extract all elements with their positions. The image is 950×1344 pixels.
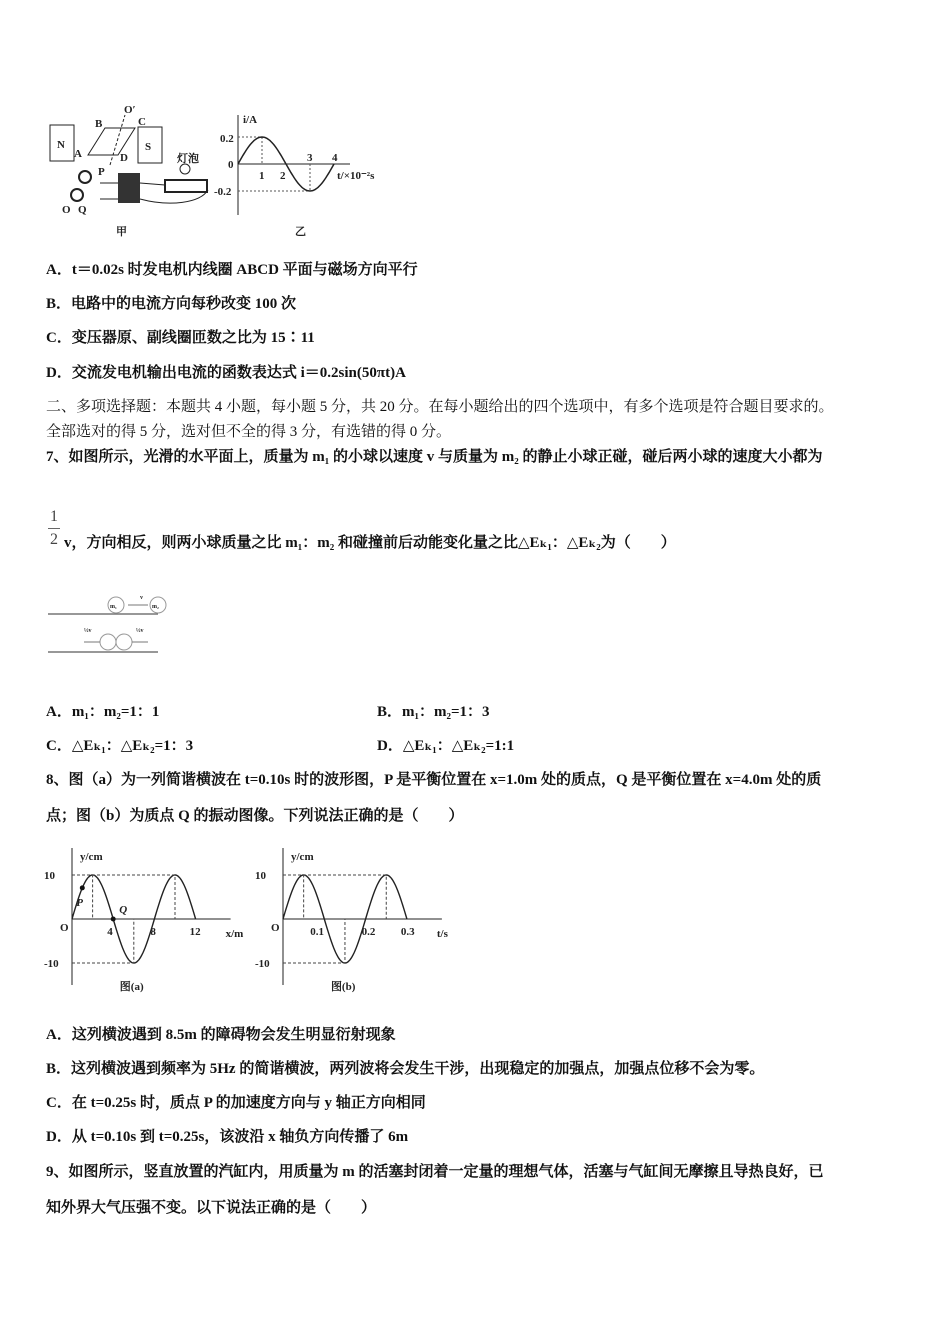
svg-text:Q: Q <box>78 204 87 216</box>
svg-text:-0.2: -0.2 <box>214 186 232 198</box>
q7-option-d[interactable]: D．△Eₖ₁：△Eₖ₂=1:1 <box>377 738 515 754</box>
svg-text:½v: ½v <box>136 628 144 634</box>
svg-text:N: N <box>57 139 65 151</box>
svg-text:甲: 甲 <box>116 226 127 238</box>
svg-text:D: D <box>120 152 128 164</box>
svg-text:0: 0 <box>228 159 234 171</box>
q8-option-a[interactable]: A．这列横波遇到 8.5m 的障碍物会发生明显衍射现象 <box>46 1027 396 1043</box>
q8-option-d[interactable]: D．从 t=0.10s 到 t=0.25s，该波沿 x 轴负方向传播了 6m <box>46 1129 409 1145</box>
q7-option-b[interactable]: B．m₁：m₂=1：3 <box>377 704 490 720</box>
chart-title: 图(a) <box>119 981 144 993</box>
svg-text:i/A: i/A <box>243 114 258 126</box>
svg-text:S: S <box>145 141 152 153</box>
chart-title: 图(b) <box>330 981 356 993</box>
vibration-chart-b <box>255 840 465 1000</box>
origin-label: O <box>271 922 280 934</box>
svg-text:P: P <box>98 166 105 178</box>
svg-text:v: v <box>140 595 143 601</box>
guide-line <box>283 875 386 919</box>
point-p <box>80 885 85 890</box>
svg-text:4: 4 <box>332 152 338 164</box>
point-label: Q <box>119 904 128 916</box>
collision-figure <box>48 590 158 665</box>
generator-circuit-figure <box>40 95 375 245</box>
svg-text:O′: O′ <box>124 104 136 116</box>
x-tick-label: 0.3 <box>400 926 415 938</box>
svg-text:C: C <box>138 116 146 128</box>
half-fraction: 1 2 <box>50 508 58 548</box>
q9-stem-line2: 知外界大气压强不变。以下说法正确的是（ ） <box>46 1200 377 1216</box>
x-tick-label: 0.2 <box>361 926 376 938</box>
q9-stem-line1: 9、如图所示，竖直放置的汽缸内，用质量为 m 的活塞封闭着一定量的理想气体，活塞与气缸间无摩擦且导热良好，已 <box>46 1164 824 1180</box>
q7-option-c[interactable]: C．△Eₖ₁：△Eₖ₂=1：3 <box>46 738 194 754</box>
q6-option-a[interactable]: A．t＝0.02s 时发电机内线圈 ABCD 平面与磁场方向平行 <box>46 262 418 278</box>
svg-text:1: 1 <box>259 170 265 182</box>
svg-text:m₁: m₁ <box>110 604 117 610</box>
q7-stem-line1: 7、如图所示，光滑的水平面上，质量为 m₁ 的小球以速度 v 与质量为 m₂ 的静止小球正碰，碰后两小球的速度大小都为 <box>46 449 823 465</box>
svg-text:0.2: 0.2 <box>220 133 234 145</box>
x-tick-label: 12 <box>189 926 201 938</box>
y-tick-label: 10 <box>44 870 55 882</box>
y-tick-label: -10 <box>44 958 59 970</box>
q6-option-c[interactable]: C．变压器原、副线圈匝数之比为 15∶11 <box>46 330 315 346</box>
q6-option-b[interactable]: B．电路中的电流方向每秒改变 100 次 <box>46 296 297 312</box>
svg-text:3: 3 <box>307 152 313 164</box>
origin-label: O <box>60 922 69 934</box>
q7-stem-line2: v，方向相反，则两小球质量之比 m₁：m₂ 和碰撞前后动能变化量之比△Eₖ₁：△Eₖ₂为（ ） <box>64 535 676 551</box>
svg-text:B: B <box>95 118 103 130</box>
guide-line <box>72 919 134 963</box>
svg-text:½v: ½v <box>84 628 92 634</box>
x-axis-label: x/m <box>225 928 244 940</box>
q8-stem-line1: 8、图（a）为一列简谐横波在 t=0.10s 时的波形图，P 是平衡位置在 x=1.0m 处的质点，Q 是平衡位置在 x=4.0m 处的质 <box>46 772 822 788</box>
x-tick-label: 4 <box>107 926 113 938</box>
y-axis-label: y/cm <box>80 851 103 863</box>
svg-text:m₂: m₂ <box>152 604 159 610</box>
wave-chart-a <box>40 840 250 1000</box>
point-q <box>111 917 116 922</box>
svg-text:O: O <box>62 204 71 216</box>
svg-text:乙: 乙 <box>295 226 306 238</box>
svg-text:t/×10⁻²s: t/×10⁻²s <box>337 170 375 182</box>
q8-option-c[interactable]: C．在 t=0.25s 时，质点 P 的加速度方向与 y 轴正方向相同 <box>46 1095 426 1111</box>
section-2-header: 二、多项选择题：本题共 4 小题，每小题 5 分，共 20 分。在每小题给出的四个选项中，有多个选项是符合题目要求的。 <box>46 399 834 415</box>
svg-text:2: 2 <box>280 170 286 182</box>
svg-text:灯泡: 灯泡 <box>177 153 199 165</box>
q8-stem-line2: 点；图（b）为质点 Q 的振动图像。下列说法正确的是（ ） <box>46 808 464 824</box>
q7-option-a[interactable]: A．m₁：m₂=1：1 <box>46 704 160 720</box>
point-label: P <box>76 896 84 909</box>
section-2-note: 全部选对的得 5 分，选对但不全的得 3 分，有选错的得 0 分。 <box>46 424 452 440</box>
x-axis-label: t/s <box>436 928 448 940</box>
guide-line <box>283 875 304 919</box>
y-tick-label: 10 <box>255 870 266 882</box>
y-tick-label: -10 <box>255 958 270 970</box>
q8-option-b[interactable]: B．这列横波遇到频率为 5Hz 的简谐横波，两列波将会发生干涉，出现稳定的加强点，加强点位移不会为零。 <box>46 1061 765 1077</box>
q6-option-d[interactable]: D．交流发电机输出电流的函数表达式 i＝0.2sin(50πt)A <box>46 365 406 381</box>
x-tick-label: 0.1 <box>310 926 325 938</box>
y-axis-label: y/cm <box>291 851 314 863</box>
svg-text:A: A <box>74 148 82 160</box>
x-tick-label: 8 <box>150 926 156 938</box>
